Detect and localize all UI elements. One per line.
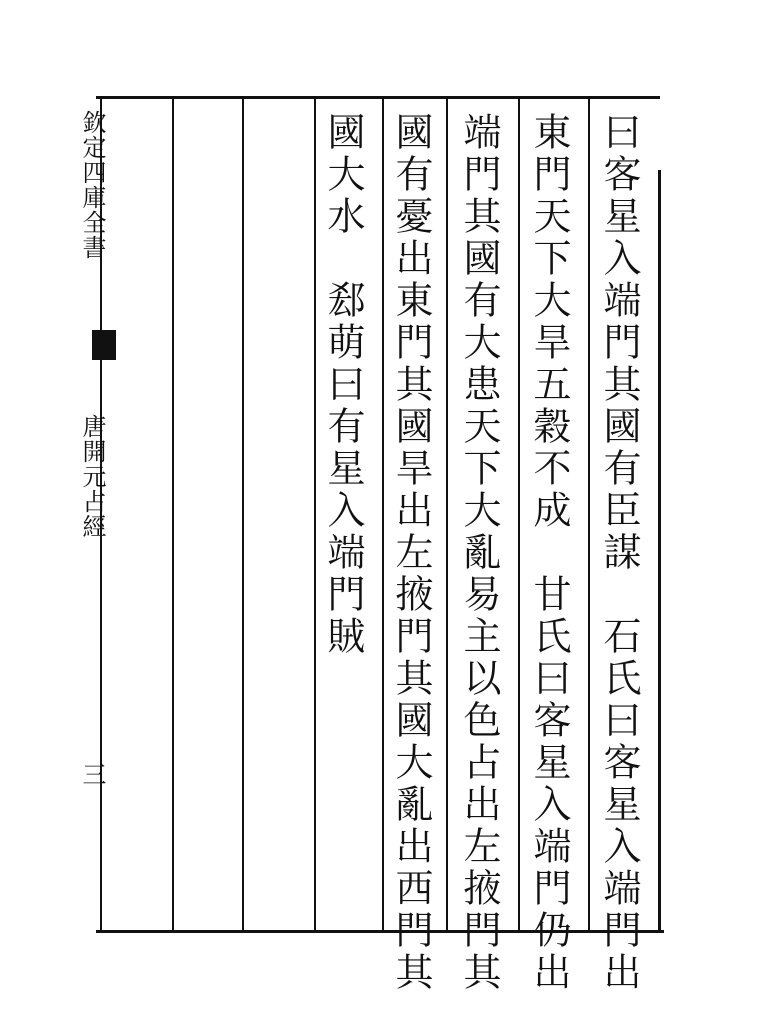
text-column-3: 端門其國有大患天下大亂易主以色占出左掖門其 — [457, 112, 501, 994]
folio-book-title: 唐開元占經 — [78, 414, 106, 539]
text-column-4: 國有憂出東門其國旱出左掖門其國大亂出西門其 — [389, 112, 433, 994]
folio-collection-title: 欽定四庫全書 — [78, 110, 106, 260]
top-border — [96, 96, 660, 99]
bottom-border — [96, 930, 664, 933]
column-divider — [446, 98, 448, 932]
column-divider — [382, 98, 384, 932]
column-divider — [518, 98, 520, 932]
folio-page-number: 三 — [78, 762, 106, 787]
text-column-2: 東門天下大旱五穀不成 甘氏曰客星入端門仍出 — [527, 112, 571, 994]
column-divider — [588, 98, 590, 932]
right-border — [658, 170, 661, 932]
column-divider — [172, 98, 174, 932]
text-column-5: 國大水 郄萌曰有星入端門賊 — [321, 112, 365, 658]
column-divider — [314, 98, 316, 932]
text-column-1: 曰客星入端門其國有臣謀 石氏曰客星入端門出 — [597, 112, 641, 994]
column-divider — [242, 98, 244, 932]
folio-bar — [92, 330, 116, 360]
